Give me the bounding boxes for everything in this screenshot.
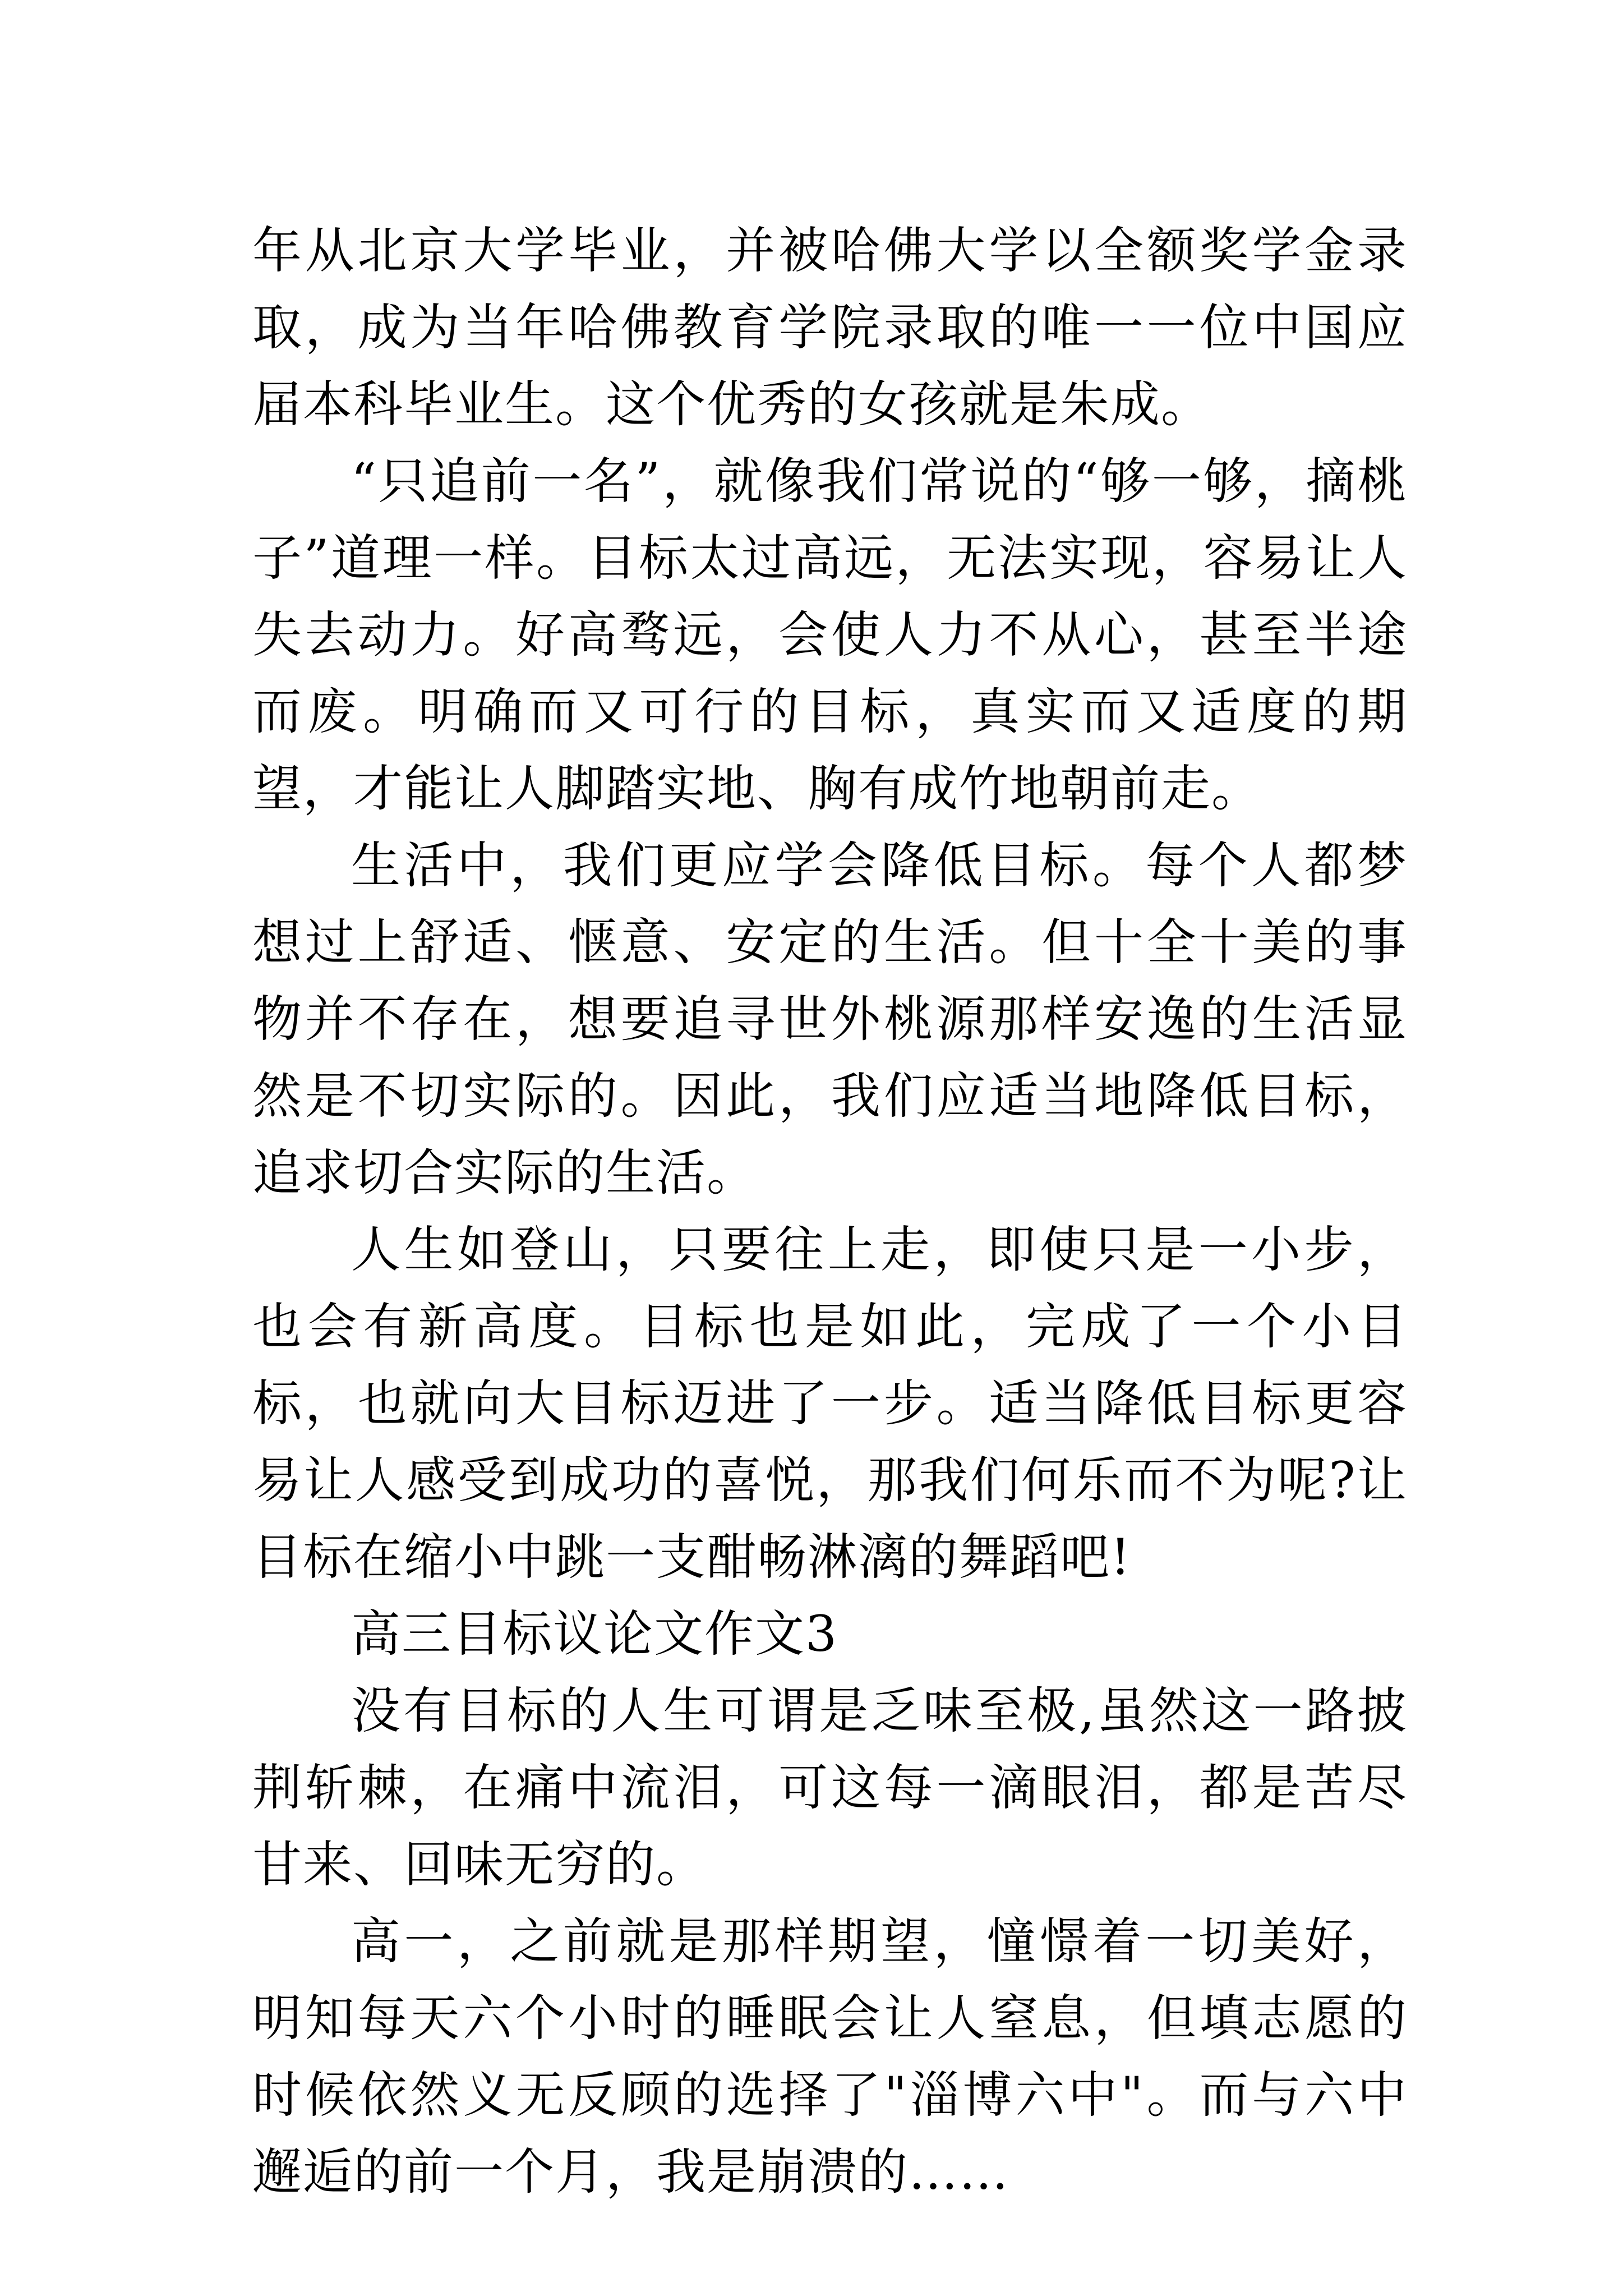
paragraph-4: 人生如登山，只要往上走，即使只是一小步，也会有新高度。目标也是如此，完成了一个小目标，也就向大目标迈进了一步。适当降低目标更容易让人感受到成功的喜悦，那我们何乐而不为呢?让目标在缩小中跳一支酣畅淋漓的舞蹈吧! [252,1221,1408,1586]
document-body [252,212,1408,2210]
paragraph-6: 高一，之前就是那样期望，憧憬着一切美好，明知每天六个小时的睡眠会让人窒息，但填志愿的时候依然义无反顾的选择了"淄博六中"。而与六中邂逅的前一个月，我是崩溃的…… [252,1912,1408,2201]
section-title: 高三目标议论文作文3 [351,1605,838,1663]
paragraph-5: 没有目标的人生可谓是乏味至极,虽然这一路披荆斩棘，在痛中流泪，可这每一滴眼泪，都是苦尽甘来、回味无穷的。 [252,1682,1408,1893]
paragraph-2: “只追前一名”，就像我们常说的“够一够，摘桃子”道理一样。目标太过高远，无法实现，容易让人失去动力。好高骛远，会使人力不从心，甚至半途而废。明确而又可行的目标，真实而又适度的期望，才能让人脚踏实地、胸有成竹地朝前走。 [252,452,1408,817]
paragraph-1: 年从北京大学毕业，并被哈佛大学以全额奖学金录取，成为当年哈佛教育学院录取的唯一一位中国应届本科毕业生。这个优秀的女孩就是朱成。 [252,222,1408,433]
paragraph-3: 生活中，我们更应学会降低目标。每个人都梦想过上舒适、惬意、安定的生活。但十全十美的事物并不存在，想要追寻世外桃源那样安逸的生活显然是不切实际的。因此，我们应适当地降低目标，追求切合实际的生活。 [252,836,1408,1202]
